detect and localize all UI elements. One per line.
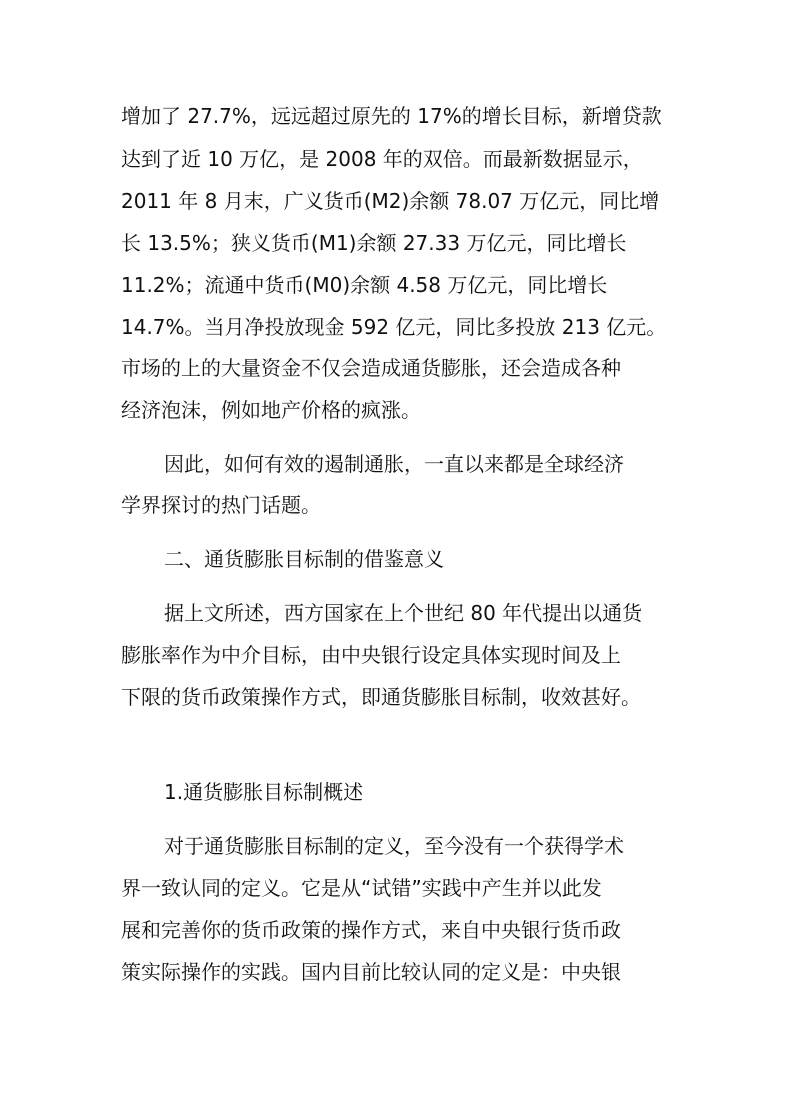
- text-line: 因此，如何有效的遏制通胀，一直以来都是全球经济: [164, 452, 624, 476]
- text-line: 长 13.5%；狭义货币(M1)余额 27.33 万亿元，同比增长: [121, 231, 627, 255]
- text-line: 下限的货币政策操作方式，即通货膨胀目标制，收效甚好。: [121, 685, 641, 709]
- text-line: 达到了近 10 万亿，是 2008 年的双倍。而最新数据显示，: [121, 147, 643, 171]
- text-line: 策实际操作的实践。国内目前比较认同的定义是：中央银: [121, 960, 621, 984]
- text-line: 学界探讨的热门话题。: [121, 493, 321, 517]
- subsection-heading: 1.通货膨胀目标制概述: [164, 780, 364, 804]
- text-line: 对于通货膨胀目标制的定义，至今没有一个获得学术: [164, 834, 624, 858]
- text-line: 展和完善你的货币政策的操作方式，来自中央银行货币政: [121, 918, 621, 942]
- text-line: 增加了 27.7%，远远超过原先的 17%的增长目标，新增贷款: [121, 104, 662, 128]
- text-line: 11.2%；流通中货币(M0)余额 4.58 万亿元，同比增长: [121, 273, 608, 297]
- section-heading: 二、通货膨胀目标制的借鉴意义: [164, 547, 444, 571]
- text-line: 据上文所述，西方国家在上个世纪 80 年代提出以通货: [164, 601, 643, 625]
- text-line: 市场的上的大量资金不仅会造成通货膨胀，还会造成各种: [121, 356, 621, 380]
- text-line: 14.7%。当月净投放现金 592 亿元，同比多投放 213 亿元。: [121, 315, 667, 339]
- text-line: 界一致认同的定义。它是从“试错”实践中产生并以此发: [121, 876, 602, 900]
- text-line: 经济泡沫，例如地产价格的疯涨。: [121, 398, 421, 422]
- text-line: 膨胀率作为中介目标，由中央银行设定具体实现时间及上: [121, 643, 621, 667]
- text-line: 2011 年 8 月末，广义货币(M2)余额 78.07 万亿元，同比增: [121, 189, 660, 213]
